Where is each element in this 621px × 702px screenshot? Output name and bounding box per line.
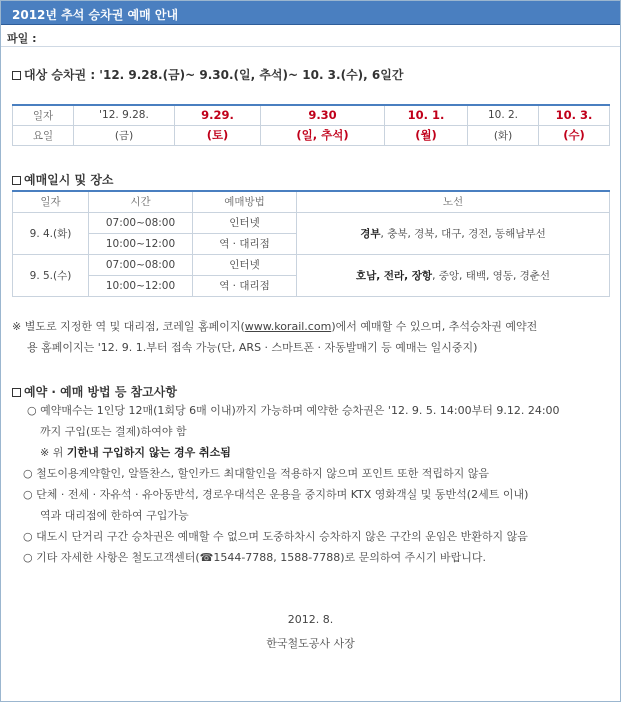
ref-item-5: ○ 기타 자세한 사항은 철도고객센터(☎1544-7788, 1588-7788)로 문의하여 주시기 바랍니다.	[23, 551, 487, 564]
days-row	[13, 125, 610, 145]
booking-method: 인터넷	[193, 212, 297, 233]
row-label-date: 일자	[13, 105, 74, 125]
date-cell-holiday: 9.30	[261, 105, 385, 125]
booking-time: 07:00~08:00	[89, 254, 193, 275]
warning-text: 기한내 구입하지 않는 경우 취소됨	[66, 446, 231, 459]
booking-method: 인터넷	[193, 254, 297, 275]
checkbox-icon	[12, 388, 21, 397]
route-others: , 중앙, 태백, 영동, 경춘선	[432, 269, 551, 282]
booking-route	[297, 254, 610, 296]
col-header-route: 노선	[297, 191, 610, 212]
footer-signature: 한국철도공사 사장	[266, 637, 355, 650]
day-cell-holiday: (토)	[175, 125, 261, 145]
dates-table	[12, 104, 610, 146]
checkbox-icon	[12, 71, 21, 80]
route-others: , 충북, 경북, 대구, 경전, 동해남부선	[380, 227, 546, 240]
day-cell-holiday: (월)	[385, 125, 468, 145]
file-row	[1, 26, 620, 47]
table-row	[13, 212, 610, 233]
checkbox-icon	[12, 176, 21, 185]
row-label-day: 요일	[13, 125, 74, 145]
section-target-tickets	[12, 66, 403, 83]
ref-warning	[40, 446, 231, 460]
note-line-2: 용 홈페이지는 '12. 9. 1.부터 접속 가능(단, ARS · 스마트폰 · 자동발매기 등 예매는 일시중지)	[27, 341, 478, 354]
section-target-title: 대상 승차권 : '12. 9.28.(금)~ 9.30.(일, 추석)~ 10. 3.(수), 6일간	[24, 68, 404, 82]
dates-row	[13, 105, 610, 125]
note-line-1	[12, 320, 537, 334]
korail-link[interactable]: www.korail.com	[244, 320, 332, 333]
booking-date: 9. 4.(화)	[13, 212, 89, 254]
ref-item-1: ○ 예약매수는 1인당 12매(1회당 6매 이내)까지 가능하며 예약한 승차권은 '12. 9. 5. 14:00부터 9.12. 24:00	[27, 404, 560, 417]
title-bar	[1, 1, 620, 25]
booking-table	[12, 190, 610, 297]
ref-item-4: ○ 대도시 단거리 구간 승차권은 예매할 수 없으며 도중하차시 승차하지 않은 구간의 운임은 반환하지 않음	[23, 530, 528, 543]
route-main: 호남, 전라, 장항	[355, 269, 433, 282]
booking-route	[297, 212, 610, 254]
page-title: 2012년 추석 승차권 예매 안내	[12, 8, 179, 22]
note-text: )에서 예매할 수 있으며, 추석승차권 예약전	[331, 320, 538, 333]
day-cell: (금)	[74, 125, 175, 145]
date-cell-holiday: 10. 3.	[539, 105, 610, 125]
booking-time: 10:00~12:00	[89, 275, 193, 296]
booking-time: 07:00~08:00	[89, 212, 193, 233]
date-cell-holiday: 10. 1.	[385, 105, 468, 125]
ref-item-2: ○ 철도이용계약할인, 알뜰찬스, 할인카드 최대할인을 적용하지 않으며 포인트 또한 적립하지 않음	[23, 467, 489, 480]
col-header-date: 일자	[13, 191, 89, 212]
warning-prefix: ※ 위	[40, 446, 67, 459]
day-cell: (화)	[468, 125, 539, 145]
booking-header-row	[13, 191, 610, 212]
col-header-time: 시간	[89, 191, 193, 212]
booking-method: 역 · 대리점	[193, 275, 297, 296]
route-main: 경부	[360, 227, 381, 240]
date-cell: 10. 2.	[468, 105, 539, 125]
booking-method: 역 · 대리점	[193, 233, 297, 254]
booking-time: 10:00~12:00	[89, 233, 193, 254]
booking-date: 9. 5.(수)	[13, 254, 89, 296]
section-booking	[12, 171, 114, 188]
file-label: 파일 :	[7, 32, 37, 45]
ref-item-3: ○ 단체 · 전세 · 자유석 · 유아동반석, 경로우대석은 운용을 중지하며 KTX 영화객실 및 동반석(2세트 이내)	[23, 488, 529, 501]
ref-item-1-cont: 까지 구입(또는 결제)하여야 함	[40, 425, 187, 438]
date-cell-holiday: 9.29.	[175, 105, 261, 125]
col-header-method: 예매방법	[193, 191, 297, 212]
section-references-title: 예약 · 예매 방법 등 참고사항	[24, 385, 177, 399]
footer-date: 2012. 8.	[287, 613, 334, 626]
date-cell: '12. 9.28.	[74, 105, 175, 125]
day-cell-holiday: (일, 추석)	[261, 125, 385, 145]
ref-item-3-cont: 역과 대리점에 한하여 구입가능	[40, 509, 189, 522]
table-row	[13, 254, 610, 275]
day-cell-holiday: (수)	[539, 125, 610, 145]
section-booking-title: 예매일시 및 장소	[24, 173, 114, 187]
section-references	[12, 383, 177, 400]
note-text: ※ 별도로 지정한 역 및 대리점, 코레일 홈페이지(	[12, 320, 245, 333]
